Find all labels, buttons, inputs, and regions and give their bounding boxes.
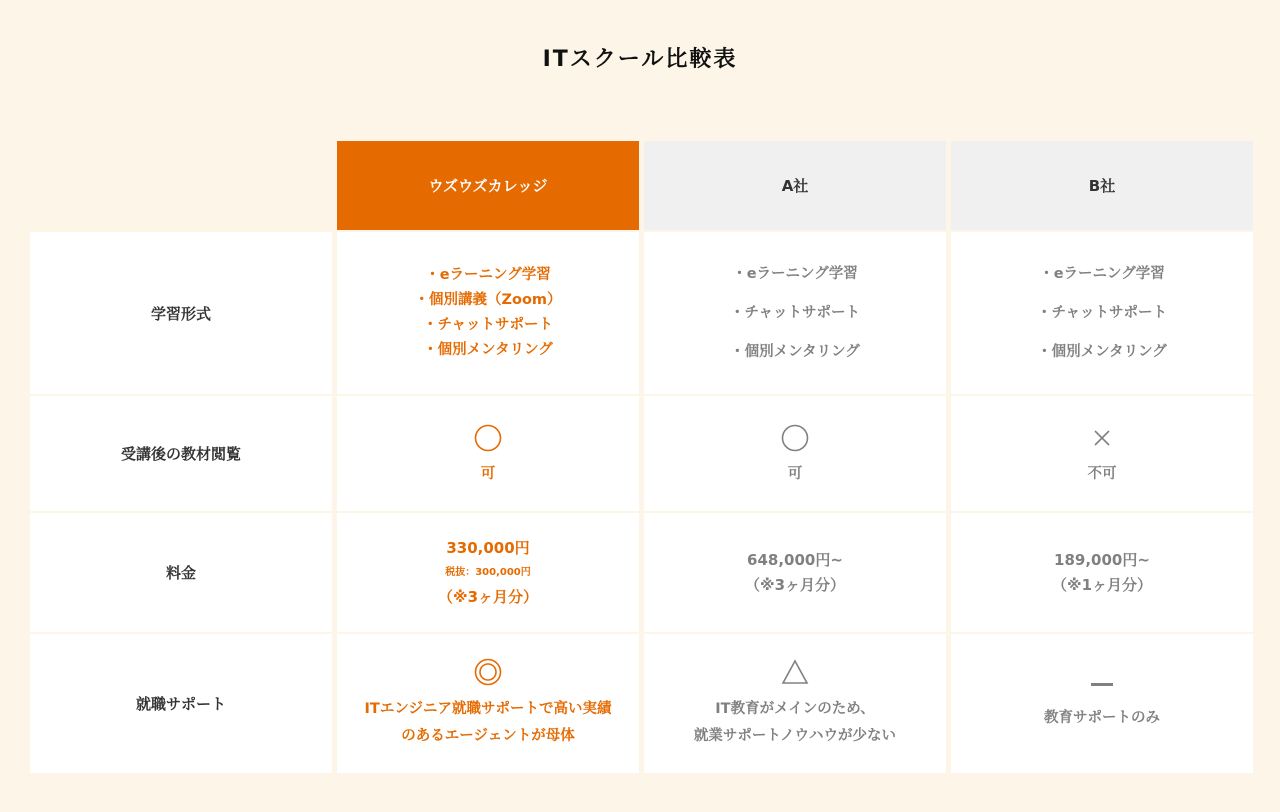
- viewing-main-text: 可: [480, 466, 496, 482]
- row-label-price: 料金: [30, 513, 332, 632]
- price-a-note: （※3ヶ月分）: [744, 575, 846, 594]
- job-b-line-1: 教育サポートのみ: [1044, 710, 1160, 726]
- viewing-b-text: 不可: [1087, 466, 1117, 482]
- format-b-cell: [951, 232, 1253, 394]
- row-label-format: 学習形式: [30, 232, 332, 394]
- header-company-b: B社: [951, 141, 1253, 230]
- job-a-line-1: IT教育がメインのため、: [715, 700, 875, 717]
- viewing-a-cell: [644, 396, 946, 511]
- list-item: ・個別メンタリング: [1037, 343, 1167, 360]
- cross-icon: [1088, 424, 1116, 452]
- list-item: ・チャットサポート: [729, 304, 861, 321]
- page-title: ITスクール比較表: [541, 44, 740, 76]
- price-b-amount: 189,000円~: [1054, 550, 1150, 569]
- viewing-b-cell: [951, 396, 1253, 511]
- circle-icon: [474, 424, 502, 452]
- job-b-cell: [951, 634, 1253, 773]
- format-a-cell: [644, 232, 946, 394]
- price-b-cell: [951, 513, 1253, 632]
- job-main-cell: [337, 634, 639, 773]
- price-main-note: （※3ヶ月分）: [437, 587, 539, 606]
- price-b-note: （※1ヶ月分）: [1051, 575, 1153, 594]
- price-a-amount: 648,000円~: [747, 550, 843, 569]
- row-label-job-support: 就職サポート: [30, 634, 332, 773]
- list-item: ・個別メンタリング: [730, 343, 860, 360]
- header-corner: [30, 141, 332, 230]
- title-wrap: [0, 44, 1280, 76]
- list-item: ・チャットサポート: [1036, 304, 1168, 321]
- price-main-tax: 税抜：300,000円: [445, 566, 531, 578]
- row-label-viewing: 受講後の教材閲覧: [30, 396, 332, 511]
- comparison-table: [30, 141, 1253, 773]
- format-main-cell: [337, 232, 639, 394]
- header-company-a: A社: [644, 141, 946, 230]
- double-circle-icon: [474, 658, 502, 686]
- price-main-amount: 330,000円: [446, 538, 530, 557]
- job-a-line-2: 就業サポートノウハウが少ない: [693, 727, 897, 744]
- job-main-line-2: のあるエージェントが母体: [401, 727, 575, 744]
- header-uzuuzu-college: ウズウズカレッジ: [337, 141, 639, 230]
- list-item: ・チャットサポート: [422, 317, 554, 333]
- list-item: ・eラーニング学習: [425, 267, 551, 283]
- job-main-line-1: ITエンジニア就職サポートで高い実績: [364, 700, 612, 717]
- list-item: ・個別講義（Zoom）: [414, 292, 562, 308]
- list-item: ・eラーニング学習: [732, 265, 858, 282]
- list-item: ・個別メンタリング: [423, 342, 553, 358]
- job-a-cell: [644, 634, 946, 773]
- price-a-cell: [644, 513, 946, 632]
- list-item: ・eラーニング学習: [1039, 265, 1165, 282]
- price-main-cell: [337, 513, 639, 632]
- dash-icon: [1088, 675, 1116, 695]
- circle-icon: [781, 424, 809, 452]
- triangle-icon: [781, 658, 809, 686]
- viewing-main-cell: [337, 396, 639, 511]
- viewing-a-text: 可: [787, 466, 803, 482]
